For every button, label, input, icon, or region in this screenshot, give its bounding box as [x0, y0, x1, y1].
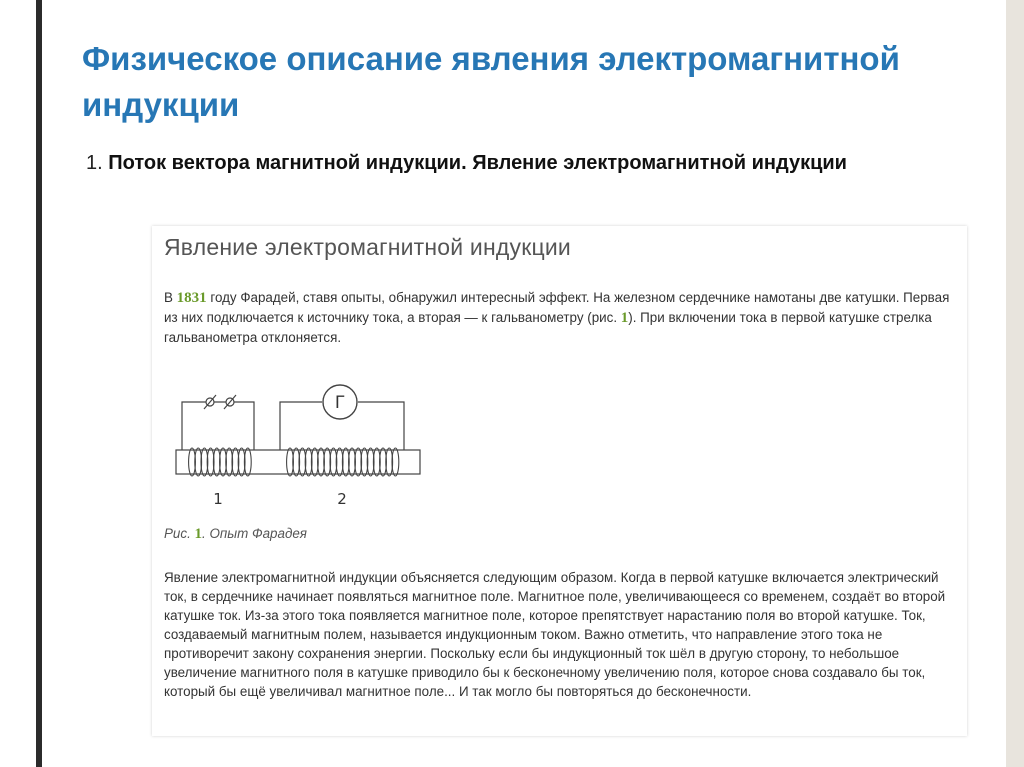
caption-prefix: Рис. — [164, 526, 195, 541]
galvanometer-label: Г — [334, 393, 346, 413]
coil-2-label: 2 — [337, 490, 347, 508]
figure-reference: 1 — [620, 310, 629, 326]
right-edge-band — [1006, 0, 1024, 767]
left-accent-bar — [36, 0, 42, 767]
caption-number: 1 — [194, 526, 203, 542]
intro-paragraph — [164, 288, 954, 347]
textbook-excerpt — [152, 226, 967, 736]
faraday-experiment-diagram — [170, 376, 430, 516]
subtitle-text: Поток вектора магнитной индукции. Явление электромагнитной индукции — [108, 152, 847, 174]
intro-middle: году Фарадей, ставя опыты, обнаружил интересный эффект. На железном сердечнике намотаны две катушки. Первая из них подключается к источнику тока, а вторая — к гальванометру (рис. — [164, 290, 950, 325]
subtitle — [86, 148, 996, 178]
subtitle-number: 1. — [86, 152, 103, 174]
caption-suffix: . Опыт Фарадея — [202, 526, 307, 541]
circuit-1-wires — [182, 402, 254, 452]
year-highlight: 1831 — [176, 290, 207, 306]
galvanometer — [323, 385, 357, 419]
excerpt-heading: Явление электромагнитной индукции — [164, 234, 571, 260]
slide-title: Физическое описание явления электромагнитной индукции — [82, 40, 900, 123]
figure-caption — [164, 526, 307, 543]
intro-prefix: В — [164, 290, 177, 305]
coil-1-label: 1 — [213, 490, 223, 508]
iron-core — [176, 450, 420, 474]
explanation-paragraph: Явление электромагнитной индукции объясняется следующим образом. Когда в первой катушке включается электрический ток, в сердечнике начинает появляться магнитное поле. Магнитное поле, увеличивающееся со временем, создаёт во второй катушке ток. Из-за этого тока появляется магнитное поле, которое препятствует нарастанию поля во второй катушке. Ток, создаваемый магнитным полем, называется индукционным током. Важно отметить, что направление этого тока не противоречит закону сохранения энергии. Поскольку если бы индукционный ток шёл в другую сторону, то небольшое увеличение магнитного поля в катушке приводило бы к бесконечному увеличению поля, которое снова создавало бы ток, который бы ещё увеличивал магнитное поле... И так могло бы повторяться до бесконечности. — [164, 570, 946, 699]
intro-suffix: ). При включении тока в первой катушке стрелка гальванометра отклоняется. — [164, 310, 932, 345]
